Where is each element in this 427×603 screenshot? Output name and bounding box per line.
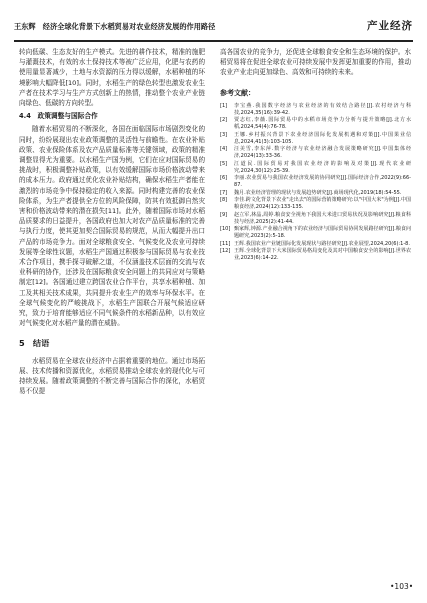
section-heading: 5 结语 [19,338,50,349]
reference-item [220,161,411,175]
reference-item [220,103,411,117]
paragraph-continued: 高各国农业的竞争力，还促进全球粮食安全和生态环境的保护。水稻贸易将在促进全球农业可持续发展中发挥更加重要的作用，推动农业产业走向更加绿色、高效和可持续的未来。 [220,48,411,77]
right-column [220,47,411,263]
reference-number: [4] [220,146,228,153]
reference-item [220,197,411,211]
reference-text: 江道民.国际贸易对我国农业经济的影响及对策[J].现代农业研究,2024,30(12):25-39. [234,160,411,174]
reference-list [220,103,411,262]
paragraph-policy: 随着水稻贸易的不断深化，各国在面临国际市场剧烈变化的同时，纷纷展现出农业政策调整的灵活性与前瞻性。在农业补贴政策、农业保险体系及农产品质量标准等关键领域，政策的精准调整显得尤为重要。以水稻生产国为例，它们在应对国际贸易的挑战时，积极调整补贴政策，以有效缓解国际市场价格波动带来的成本压力。政府通过优化农业补贴结构，确保水稻生产者能在激烈的市场竞争中保持稳定的收入来源。同时构建完善的农业保险体系，为生产者提供全方位的风险保障，防其有效抵御自然灾害和价格波动带来的潜在损失[11]。此外，随着国际市场对水稻品质要求的日益提升，各国政府也加大对农产品质量标准的完善与执行力度，使其更加契合国际贸易的规范，从而大幅提升出口产品的市场竞争力。面对全球粮食安全、气候变化及农业可持续发展等全球性议题，水稻生产国通过积极参与国际贸易与农业技术合作项目，携手探寻破解之道，不仅涵盖技术层面的交流与农业科研的协作，还涉及在国际粮食安全问题上的共同应对与策略制定[12]。各国通过建立跨国农业合作平台，共享水稻种植、加工及其相关技术成果，共同提升农业生产的效率与环保水平。在全球气候变化的严峻挑战下，水稻生产国联合开展气候适应研究，致力于培育能够适应不同气候条件的水稻新品种，以有效应对气候变化对水稻产量的潜在威胁。 [19,125,205,328]
reference-number: [9] [220,211,228,218]
reference-number: [3] [220,131,228,138]
reference-item [220,241,411,248]
reference-number: [7] [220,189,228,196]
reference-number: [6] [220,175,228,182]
reference-text: 李佳.跨文化背景下农业"走出去"的国际营销策略研究:以"中国大米"为例[J].中国粮食经济,2024(12):133-135. [234,197,411,211]
reference-text: 赵立军,林晶,周婷.粮食安全视角下我国大米进口贸易状况及影响研究[J].粮食科技与经济,2025(2):41-44. [234,211,411,225]
reference-number: [10] [220,226,231,233]
paragraph-conclusion: 水稻贸易在全球农业经济中占据着重要的地位。通过市场拓展、技术传播和资源优化，水稻贸易推动全球农业的现代化与可持续发展。随着政策调整的不断完善与国际合作的深化，水稻贸易不仅提 [19,356,205,396]
reference-item [220,226,411,240]
running-title: 王东辉 经济全球化背景下水稻贸易对农业经济发展的作用路径 [14,22,216,31]
reference-item [220,248,411,262]
page-number: •103• [390,582,414,591]
reference-number: [5] [220,160,228,167]
reference-item [220,146,411,160]
reference-text: 甄家辉,钟源.产业融合视角下的农业经济与国际贸易协同发展路径研究[J].粮食问题研究,2023(2):5-18. [234,226,411,240]
reference-text: 魏月.农业经济管理的现状与发展趋势研究[J].商场现代化,2019(18):54-55. [234,189,402,196]
reference-text: 王辉.全球化背景下大米国际贸易格局变化及其对中国粮食安全的影响[J].世界农业,2023(6):14-22. [234,248,411,262]
reference-text: 王辉.我国农业产业链国际化发展现状与路径研究[J].农业展望,2024,20(6):1-8. [234,240,410,247]
reference-text: 汪美雪,李东萍.数字经济与农业经济融合发展策略研究[J].中国集体经济,2024(13):33-36. [234,146,411,160]
reference-text: 贾志红,李薇.国际贸易中的水稻市场竞争力分析与提升策略[J].北方水稻,2024,54(4):76-78. [234,117,411,131]
page-header [14,22,413,38]
reference-item [220,117,411,131]
paragraph-intro: 转向低碳、生态友好的生产模式。先进的耕作技术，精准的施肥与灌溉技术，有效的水土保持技术等被广泛应用，化肥与农药的使用量显著减少，土地与水资源的压力得以缓解，水稻种植的环境影响大幅降低[10]。同时，水稻生产的绿色转型也激发农业生产者在技术学习与生产方式创新上的热情，推动整个农业产业链向绿色、低碳的方向转型。 [19,48,205,108]
reference-number: [8] [220,197,228,204]
reference-number: [11] [220,240,231,247]
reference-item [220,132,411,146]
reference-text: 王娜.乡村振兴背景下农业经济国际化发展机遇和对策[J].中国果业信息,2024,41(3):103-105. [234,131,411,145]
reference-text: 李宝燕.我国数字经济与农业经济的有效结合路径[J].农村经济与科技,2024,35(16):39-42. [234,102,411,116]
reference-item [220,175,411,189]
subsection-heading: 4.4 政策调整与国际合作 [19,112,98,121]
reference-number: [12] [220,248,231,255]
reference-number: [1] [220,102,228,109]
references-title: 参考文献： [220,88,255,97]
left-column [19,47,205,397]
reference-item [220,212,411,226]
header-rule [14,40,413,42]
section-label: 产业经济 [367,20,413,32]
reference-text: 李丽.农业贸易与我国农业经济发展的协同研究[J].国际经济合作,2022(9):66-87. [234,175,411,189]
reference-number: [2] [220,117,228,124]
reference-item [220,190,411,197]
